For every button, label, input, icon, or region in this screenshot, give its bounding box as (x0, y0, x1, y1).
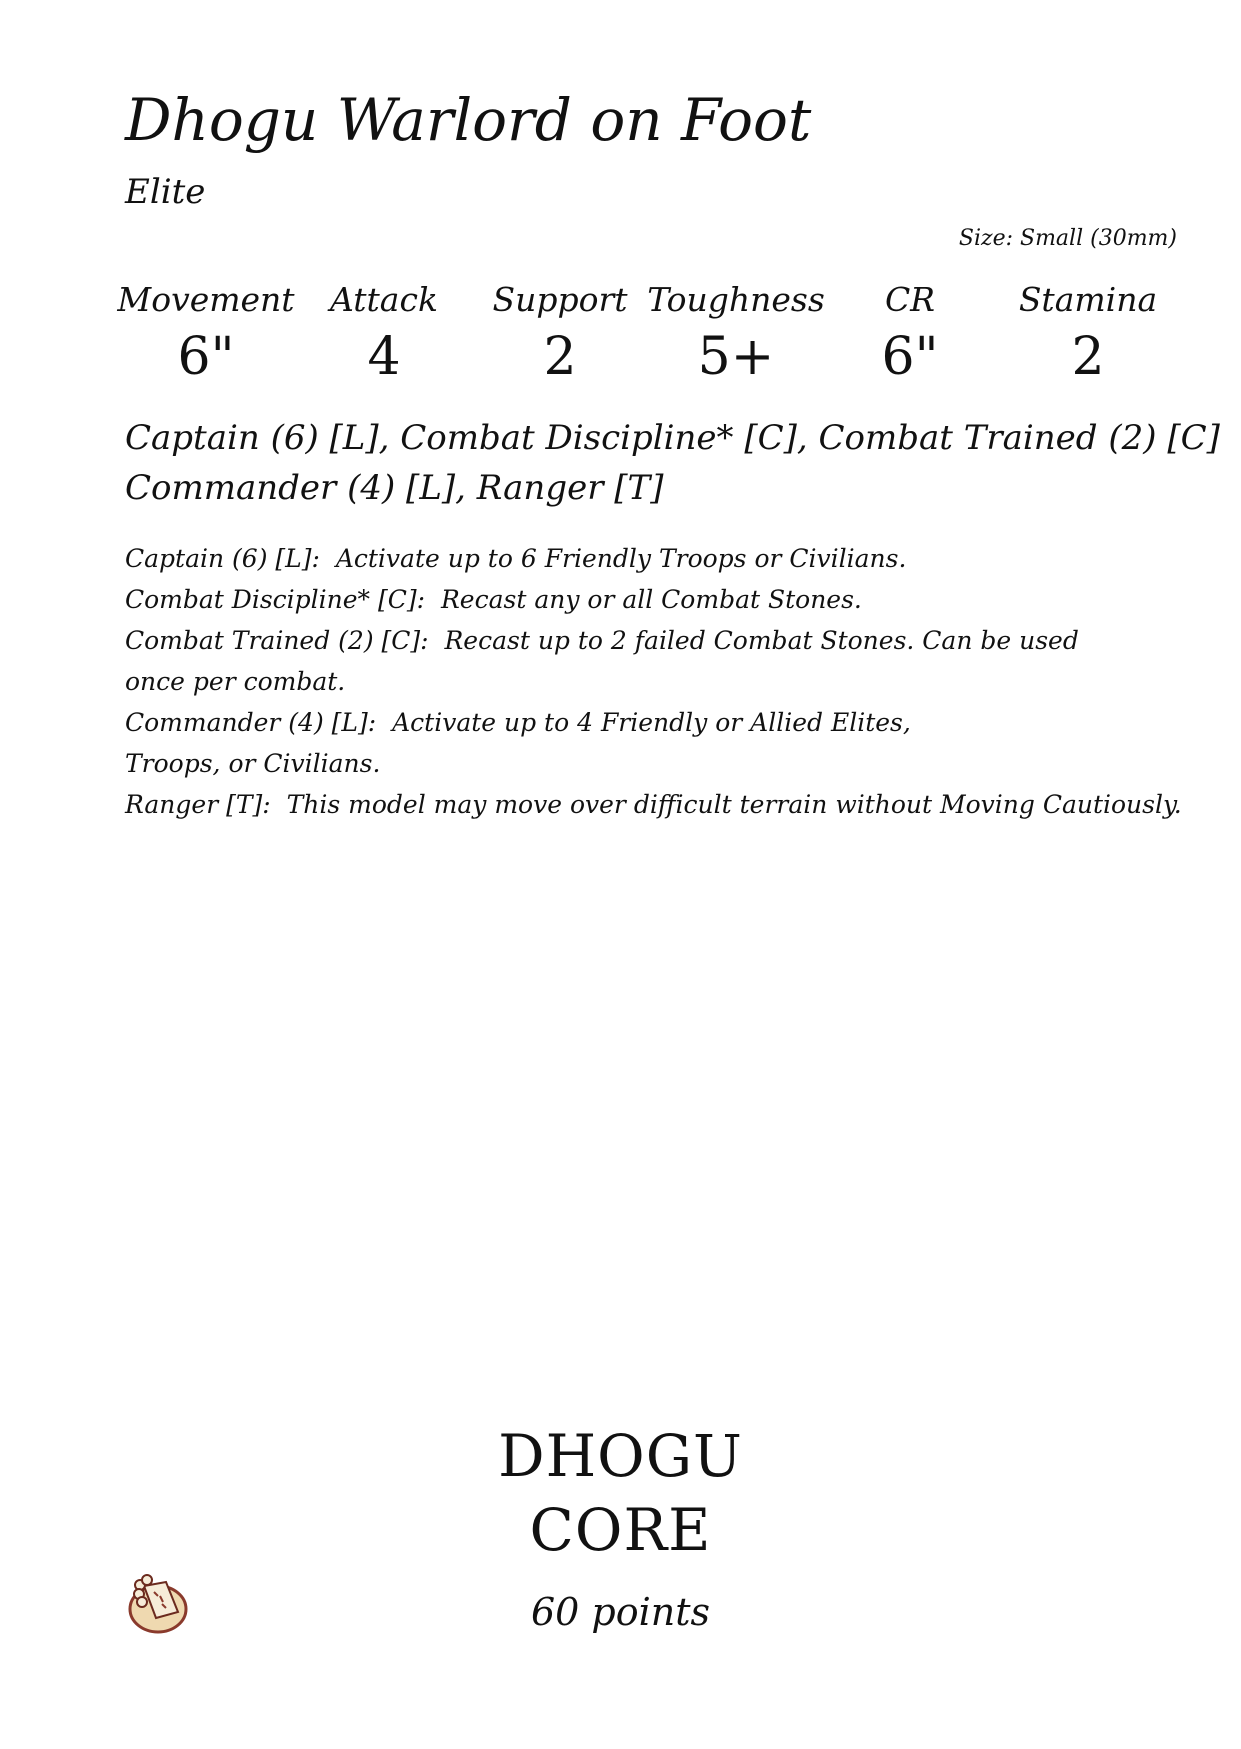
stat-value: 6" (881, 327, 939, 387)
stat-movement (116, 278, 296, 392)
ability-line: Captain (6) [L], Combat Discipline* [C], Combat Trained (2) [C] (125, 418, 1220, 458)
rule-entry (125, 620, 1085, 702)
stat-attack (294, 278, 474, 392)
stat-stamina (998, 278, 1178, 392)
base-size: Size: Small (30mm) (958, 226, 1177, 251)
rule-entry (125, 538, 1085, 579)
stat-support (470, 278, 650, 392)
stat-label: CR (884, 280, 936, 319)
rule-name: Combat Trained (2) [C]: (125, 626, 429, 655)
rule-name: Commander (4) [L]: (125, 708, 377, 737)
faction-list: CORE (529, 1496, 712, 1564)
logo-finger (137, 1597, 147, 1607)
rule-name: Captain (6) [L]: (125, 544, 320, 573)
stat-value: 2 (1071, 327, 1105, 387)
stat-line (117, 278, 1175, 398)
stat-value: 4 (367, 327, 401, 387)
stat-label: Support (492, 280, 628, 319)
ability-list (125, 413, 1220, 513)
rule-description: This model may move over difficult terrain without Moving Cautiously. (286, 790, 1182, 819)
rule-description: Recast up to 2 failed Combat Stones. Can be used once per combat. (125, 626, 1079, 696)
ability-line: Commander (4) [L], Ranger [T] (125, 468, 664, 508)
rule-description: Activate up to 4 Friendly or Allied Elites, Troops, or Civilians. (125, 708, 911, 778)
rule-entry (125, 784, 1182, 825)
hand-scroll-icon (126, 1572, 190, 1636)
stat-label: Toughness (647, 280, 825, 319)
stat-label: Stamina (1018, 280, 1158, 319)
rule-description: Recast any or all Combat Stones. (440, 585, 862, 614)
rule-entry (125, 579, 1085, 620)
unit-title: Dhogu Warlord on Foot (125, 86, 812, 154)
stat-value: 5+ (697, 327, 775, 387)
stat-label: Attack (330, 280, 438, 319)
rules-text (125, 538, 1182, 825)
stat-cr (820, 278, 1000, 392)
stat-value: 2 (543, 327, 577, 387)
logo-finger (142, 1575, 152, 1585)
stat-value: 6" (177, 327, 235, 387)
rule-name: Ranger [T]: (125, 790, 271, 819)
faction-name: DHOGU (498, 1422, 743, 1490)
unit-type: Elite (125, 172, 206, 212)
rule-name: Combat Discipline* [C]: (125, 585, 426, 614)
stat-toughness (646, 278, 826, 392)
rule-entry (125, 702, 975, 784)
stat-label: Movement (117, 280, 295, 319)
rule-description: Activate up to 6 Friendly Troops or Civilians. (335, 544, 907, 573)
points-cost: 60 points (530, 1590, 711, 1634)
